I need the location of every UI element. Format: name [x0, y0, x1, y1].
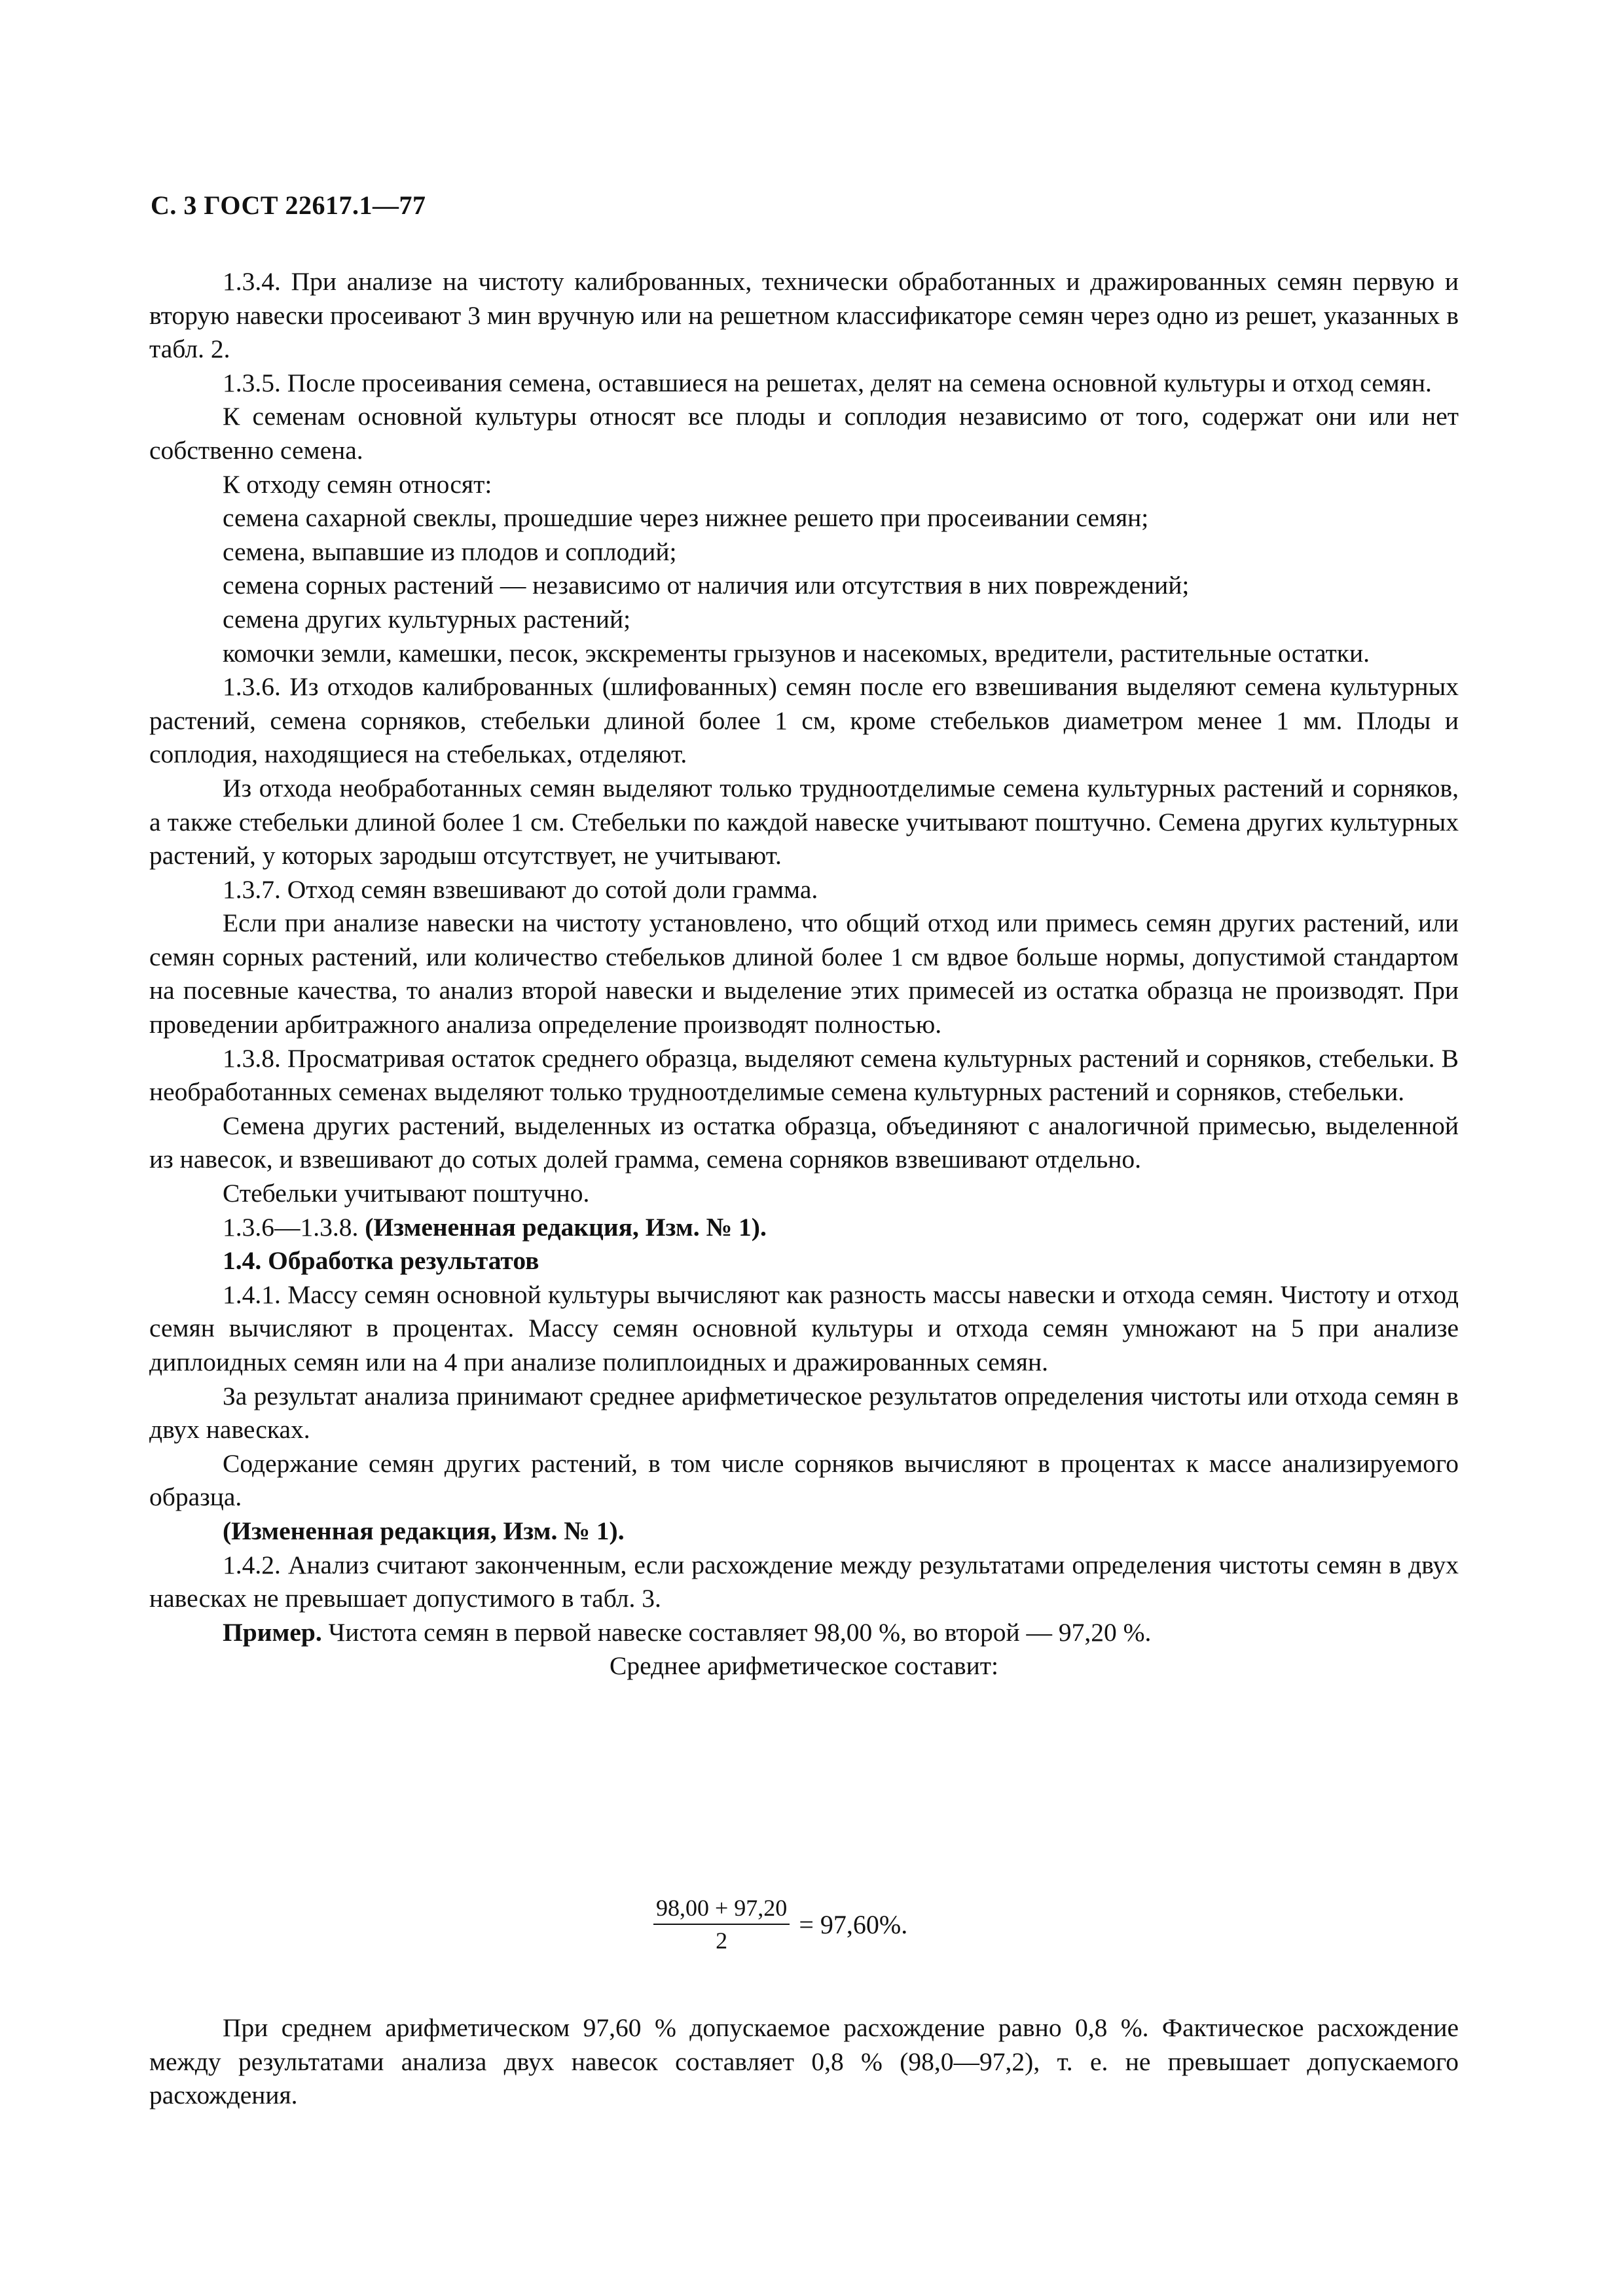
example-label: Пример. [223, 1617, 322, 1647]
list-item: семена сахарной свеклы, прошедшие через нижнее решето при просеивании семян; [223, 503, 1149, 533]
paragraph-1-3-4: 1.3.4. При анализе на чистоту калиброванных, технически обработанных и дражированных семян первую и вторую навески просеивают 3 мин вручную или на решетном классификаторе семян через одно из решет, указанных в табл. 2. [149, 267, 1459, 364]
paragraph-other-content: Содержание семян других растений, в том числе сорняков вычисляют в процентах к массе анализируемого образца. [149, 1448, 1459, 1512]
amendment-prefix: 1.3.6—1.3.8. [223, 1212, 365, 1242]
amendment-note: (Измененная редакция, Изм. № 1). [365, 1212, 767, 1242]
list-item: семена сорных растений — независимо от наличия или отсутствия в них повреждений; [223, 571, 1190, 600]
section-heading-1-4: 1.4. Обработка результатов [223, 1246, 539, 1276]
list-item: комочки земли, камешки, песок, экскременты грызунов и насекомых, вредители, растительные остатки. [223, 638, 1370, 668]
paragraph-example [149, 1616, 1459, 1650]
paragraph-1-3-5: 1.3.5. После просеивания семена, оставшиеся на решетах, делят на семена основной культуры и отход семян. [223, 368, 1432, 397]
paragraph-result-mean: За результат анализа принимают среднее арифметическое результатов определения чистоты или отхода семян в двух навесках. [149, 1381, 1459, 1444]
formula-numerator: 98,00 + 97,20 [653, 1893, 790, 1925]
page-header: С. 3 ГОСТ 22617.1—77 [151, 190, 426, 220]
amendment-note: (Измененная редакция, Изм. № 1). [223, 1516, 625, 1545]
paragraph-conclusion: При среднем арифметическом 97,60 % допускаемое расхождение равно 0,8 %. Фактическое расхождение между результатами анализа двух навесок составляет 0,8 % (98,0—97,2), т. е. не превышает допускаемого расхождения. [149, 2013, 1459, 2110]
paragraph-double-norm: Если при анализе навески на чистоту установлено, что общий отход или примесь семян других растений, или семян сорных растений, или количество стебельков длиной более 1 см вдвое больше нормы, допустимой стандартом на посевные качества, то анализ второй навески и выделение этих примесей из остатка образца не производят. При проведении арбитражного анализа определение производят полностью. [149, 908, 1459, 1039]
paragraph-waste-intro: К отходу семян относят: [223, 469, 492, 499]
document-body [149, 265, 1459, 1683]
paragraph-amendment-1-3 [149, 1211, 1459, 1245]
paragraph-1-3-8: 1.3.8. Просматривая остаток среднего образца, выделяют семена культурных растений и сорняков, стебельки. В необработанных семенах выделяют только трудноотделимые семена культурных растений и сорняков, стебельки. [149, 1043, 1459, 1107]
paragraph-1-4-2: 1.4.2. Анализ считают законченным, если расхождение между результатами определения чистоты семян в двух навесках не превышает допустимого в табл. 3. [149, 1550, 1459, 1613]
formula-fraction [653, 1893, 790, 1955]
example-text: Чистота семян в первой навеске составляет 98,00 %, во второй — 97,20 %. [321, 1617, 1152, 1647]
paragraph-1-3-7: 1.3.7. Отход семян взвешивают до сотой доли грамма. [223, 874, 818, 904]
mean-formula [653, 1882, 907, 1967]
paragraph-stems: Стебельки учитывают поштучно. [223, 1179, 590, 1208]
paragraph-1-3-6: 1.3.6. Из отходов калиброванных (шлифованных) семян после его взвешивания выделяют семена культурных растений, семена сорняков, стебельки длиной более 1 см, кроме стебельков диаметром менее 1 мм. Плоды и соплодия, находящиеся на стебельках, отделяют. [149, 672, 1459, 769]
list-item: семена, выпавшие из плодов и соплодий; [223, 537, 677, 566]
mean-caption: Среднее арифметическое составит: [609, 1651, 999, 1681]
document-body-continued [149, 2011, 1459, 2113]
paragraph-1-4-1: 1.4.1. Массу семян основной культуры вычисляют как разность массы навески и отхода семян. Чистоту и отход семян вычисляют в процентах. Массу семян основной культуры и отхода семян умножают на 5 при анализе диплоидных семян или на 4 при анализе полиплоидных и дражированных семян. [149, 1280, 1459, 1376]
paragraph-main-culture: К семенам основной культуры относят все плоды и соплодия независимо от того, содержат они или нет собственно семена. [149, 402, 1459, 465]
formula-result: = 97,60%. [799, 1909, 908, 1939]
paragraph-other-plants: Семена других растений, выделенных из остатка образца, объединяют с аналогичной примесью, выделенной из навесок, и взвешивают до сотых долей грамма, семена сорняков взвешивают отдельно. [149, 1111, 1459, 1174]
formula-denominator: 2 [716, 1928, 728, 1954]
paragraph-untreated-waste: Из отхода необработанных семян выделяют только трудноотделимые семена культурных растений и сорняков, а также стебельки длиной более 1 см. Стебельки по каждой навеске учитывают поштучно. Семена других культурных растений, у которых зародыш отсутствует, не учитывают. [149, 773, 1459, 870]
list-item: семена других культурных растений; [223, 604, 631, 634]
